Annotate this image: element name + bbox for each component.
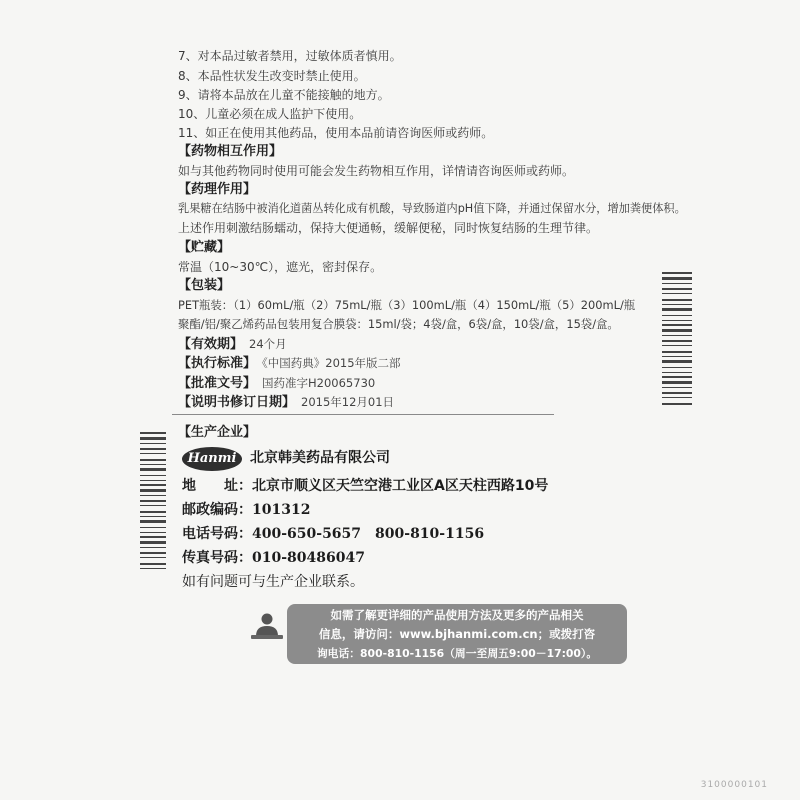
fax-label: 传真号码： [182, 550, 252, 566]
package-heading: 【包装】 [178, 278, 231, 293]
approval-row [178, 375, 375, 392]
storage-text: 常温（10~30℃），遮光，密封保存。 [178, 260, 383, 274]
phone-value: 400-650-5657 800-810-1156 [252, 526, 485, 542]
standard-heading: 【执行标准】 [178, 356, 257, 371]
phone-row [182, 526, 484, 542]
phone-label: 电话号码： [182, 526, 252, 542]
warning-item-11: 11、如正在使用其他药品，使用本品前请咨询医师或药师。 [178, 126, 494, 140]
address-label: 地 址： [182, 478, 252, 494]
package-text-2: 聚酯/铝/聚乙烯药品包装用复合膜袋：15ml/袋；4袋/盒，6袋/盒，10袋/盒，15袋/盒。 [178, 317, 619, 331]
contact-note: 如有问题可与生产企业联系。 [182, 574, 364, 590]
banner-line-2: 信息，请访问：www.bjhanmi.com.cn；或拨打咨 [318, 627, 596, 641]
postal-row [182, 502, 310, 518]
validity-value: 24个月 [249, 337, 287, 351]
fax-value: 010-80486047 [252, 550, 365, 566]
info-banner [287, 604, 627, 664]
validity-row [178, 336, 287, 353]
section-divider [172, 414, 554, 415]
standard-value: 《中国药典》2015年版二部 [262, 356, 401, 370]
person-at-desk-icon [250, 612, 284, 642]
warning-item-8: 8、本品性状发生改变时禁止使用。 [178, 69, 366, 83]
approval-value: 国药准字H20065730 [262, 376, 376, 390]
banner-line-1: 如需了解更详细的产品使用方法及更多的产品相关 [330, 608, 584, 622]
address-row [182, 478, 548, 494]
revision-heading: 【说明书修订日期】 [178, 395, 296, 410]
pharmacology-heading: 【药理作用】 [178, 182, 257, 197]
standard-row [178, 355, 401, 372]
warning-item-10: 10、儿童必须在成人监护下使用。 [178, 107, 362, 121]
approval-heading: 【批准文号】 [178, 376, 257, 391]
storage-heading: 【贮藏】 [178, 240, 231, 255]
postal-label: 邮政编码： [182, 502, 252, 518]
hanmi-logo: Hanmi [182, 447, 242, 471]
banner-line-3: 询电话：800-810-1156（周一至周五9:00－17:00）。 [316, 647, 598, 660]
pharmacology-text-2: 上述作用刺激结肠蠕动，保持大便通畅，缓解便秘，同时恢复结肠的生理节律。 [178, 221, 599, 235]
manufacturer-name: 北京韩美药品有限公司 [250, 450, 390, 466]
manufacturer-heading: 【生产企业】 [178, 425, 257, 440]
validity-heading: 【有效期】 [178, 337, 244, 352]
postal-value: 101312 [252, 502, 311, 518]
barcode-icon-right [662, 272, 692, 408]
interaction-text: 如与其他药物同时使用可能会发生药物相互作用，详情请咨询医师或药师。 [178, 164, 575, 178]
warning-item-9: 9、请将本品放在儿童不能接触的地方。 [178, 88, 390, 102]
address-value: 北京市顺义区天竺空港工业区A区天柱西路10号 [252, 478, 549, 494]
pharmacology-text-1: 乳果糖在结肠中被消化道菌丛转化成有机酸，导致肠道内pH值下降，并通过保留水分，增加粪便体积。 [178, 202, 686, 215]
interaction-heading: 【药物相互作用】 [178, 144, 283, 159]
barcode-icon-left [140, 432, 166, 572]
warning-item-7: 7、对本品过敏者禁用，过敏体质者慎用。 [178, 49, 402, 63]
revision-value: 2015年12月01日 [301, 395, 395, 409]
fax-row [182, 550, 365, 566]
revision-row [178, 394, 394, 411]
footer-code: 3100000101 [700, 780, 768, 790]
package-text-1: PET瓶装：（1）60mL/瓶（2）75mL/瓶（3）100mL/瓶（4）150mL/瓶（5）200mL/瓶 [178, 298, 636, 312]
